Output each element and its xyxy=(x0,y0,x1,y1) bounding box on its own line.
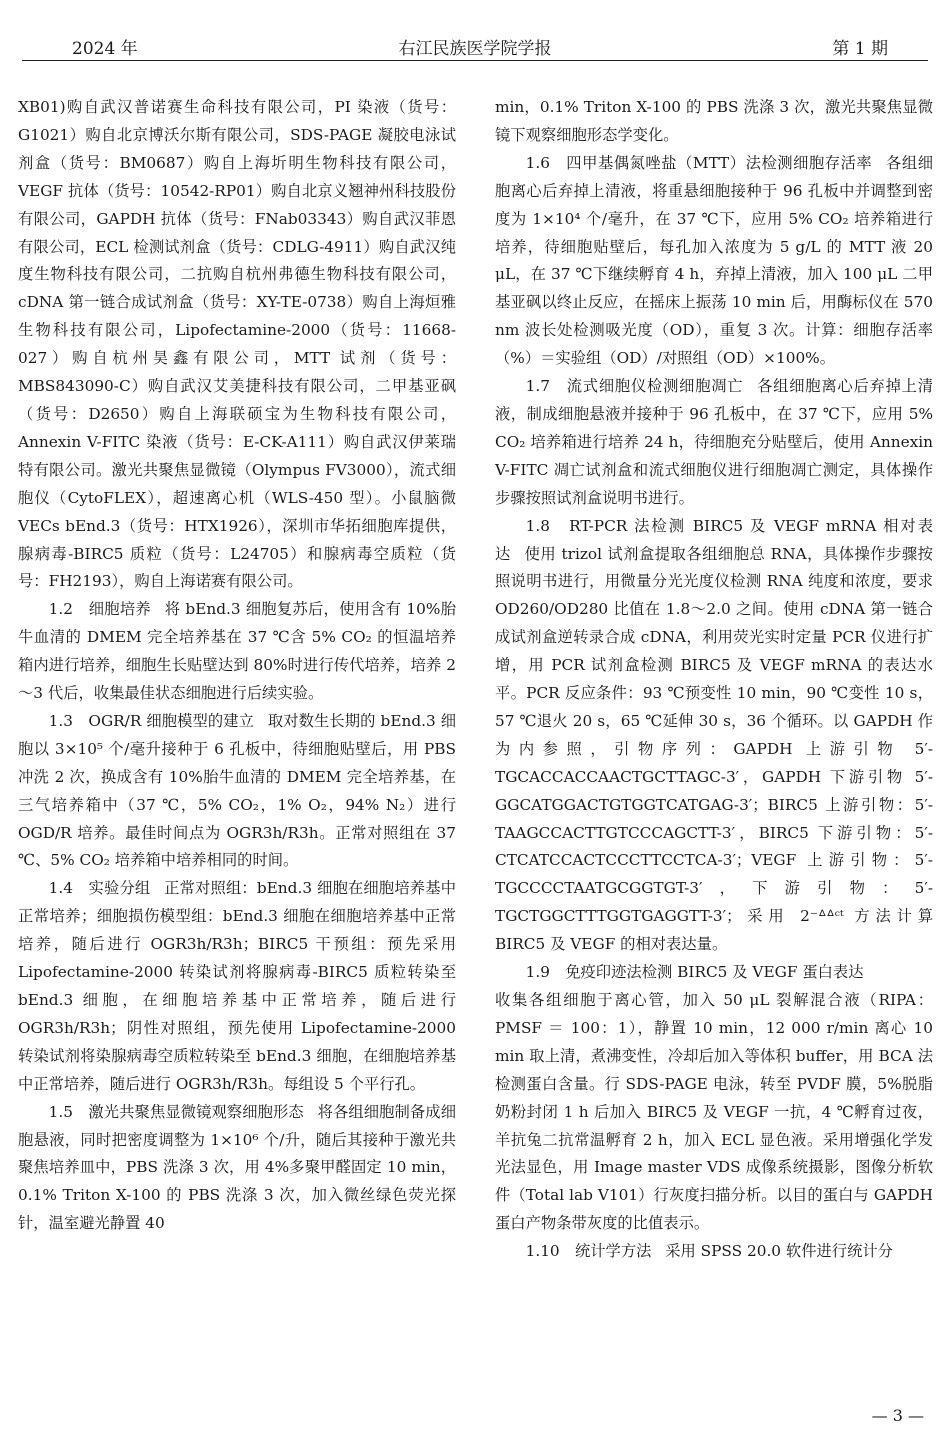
section-body: 各组细胞离心后弃掉上清液，将重悬细胞接种于 96 孔板中并调整到密度为 1×10⁴ 个/毫升，在 37 ℃下，应用 5% CO₂ 培养箱进行培养，待细胞贴壁后，每孔加入浓度为 5 g/L 的 MTT 液 20 μL，在 37 ℃下继续孵育 4 h，弃掉上清液，加入 100 μL 二甲基亚砜以终止反应，在摇床上振荡 10 min 后，用酶标仪在 570 nm 波长处检测吸光度（OD），重复 3 次。计算：细胞存活率（%）＝实验组（OD）/对照组（OD）×100%。 xyxy=(495,153,933,368)
running-header xyxy=(22,26,928,61)
section-body: 将 bEnd.3 细胞复苏后，使用含有 10%胎牛血清的 DMEM 完全培养基在 37 ℃含 5% CO₂ 的恒温培养箱内进行培养，细胞生长贴壁达到 80%时进行传代培养，培养 2～3 代后，收集最佳状态细胞进行后续实验。 xyxy=(18,600,456,703)
section-body: 正常对照组：bEnd.3 细胞在细胞培养基中正常培养；细胞损伤模型组：bEnd.3 细胞在细胞培养基中正常培养，随后进行 OGR3h/R3h；BIRC5 干预组：预先采用 Lipofectamine-2000 转染试剂将腺病毒-BIRC5 质粒转染至 bEnd.3 细胞，在细胞培养基中正常培养，随后进行 OGR3h/R3h；阴性对照组，预先使用 Lipofectamine-2000 转染试剂将染腺病毒空质粒转染至 bEnd.3 细胞，在细胞培养基中正常培养，随后进行 OGR3h/R3h。每组设 5 个平行孔。 xyxy=(18,879,457,1093)
right-column xyxy=(495,94,933,1266)
section-1-7 xyxy=(495,373,933,513)
section-heading: 1.6 四甲基偶氮唑盐（MTT）法检测细胞存活率 xyxy=(525,153,873,172)
section-heading: 1.5 激光共聚焦显微镜观察细胞形态 xyxy=(48,1102,304,1121)
section-heading: 1.7 流式细胞仪检测细胞凋亡 xyxy=(525,377,744,396)
header-issue: 第 1 期 xyxy=(832,39,888,59)
section-1-10 xyxy=(495,1238,933,1266)
section-body: 使用 trizol 试剂盒提取各组细胞总 RNA，具体操作步骤按照说明书进行，用微量分光光度仪检测 RNA 纯度和浓度，要求 OD260/OD280 比值在 1.8～2.0 之间。使用 cDNA 第一链合成试剂盒逆转录合成 cDNA，利用荧光实时定量 PCR 仪进行扩增，用 PCR 试剂盒检测 BIRC5 及 VEGF mRNA 的表达水平。PCR 反应条件：93 ℃预变性 10 min，90 ℃变性 10 s，57 ℃退火 20 s，65 ℃延伸 30 s，36 个循环。以 GAPDH 作为内参照，引物序列：GAPDH 上游引物 5′-TGCACCACCAACTGCTTAGC-3′，GAPDH 下游引物 5′-GGCATGGACTGTGGTCATGAG-3′；BIRC5 上游引物：5′-TAAGCCACTTGTCCCAGCTT-3′，BIRC5 下游引物：5′-CTCATCCACTCCCTTCCTCA-3′；VEGF 上游引物：5′-TGCCCCTAATGCGGTGT-3′，下游引物：5′-TGCTGGCTTTGGTGAGGTT-3′；采用 2⁻ᐞᐞᶜᵗ 方法计算 BIRC5 及 VEGF 的相对表达量。 xyxy=(495,544,933,954)
section-body: 取对数生长期的 bEnd.3 细胞以 3×10⁵ 个/毫升接种于 6 孔板中，待细胞贴壁后，用 PBS 冲洗 2 次，换成含有 10%胎牛血清的 DMEM 完全培养基，在三气培养箱中（37 ℃，5% CO₂，1% O₂，94% N₂）进行 OGD/R 培养。最佳时间点为 OGR3h/R3h。正常对照组在 37 ℃、5% CO₂ 培养箱中培养相同的时间。 xyxy=(18,711,456,870)
materials-paragraph: XB01)购自武汉普诺赛生命科技有限公司，PI 染液（货号：G1021）购自北京博沃尔斯有限公司，SDS-PAGE 凝胶电泳试剂盒（货号：BM0687）购自上海圻明生物科技有限公司，VEGF 抗体（货号：10542-RP01）购自北京义翘神州科技股份有限公司，GAPDH 抗体（货号：FNab03343）购自武汉菲恩有限公司，ECL 检测试剂盒（货号：CDLG-4911）购自武汉纯度生物科技有限公司，二抗购自杭州弗德生物科技有限公司，cDNA 第一链合成试剂盒（货号：XY-TE-0738）购自上海烜雅生物科技有限公司，Lipofectamine-2000（货号：11668-027）购自杭州昊鑫有限公司，MTT 试剂（货号：MBS843090-C）购自武汉艾美捷科技有限公司，二甲基亚砜（货号：D2650）购自上海联硕宝为生物科技有限公司，Annexin V-FITC 染液（货号：E-CK-A111）购自武汉伊莱瑞特有限公司。激光共聚焦显微镜（Olympus FV3000），流式细胞仪（CytoFLEX），超速离心机（WLS-450 型）。小鼠脑微 VECs bEnd.3（货号：HTX1926），深圳市华拓细胞库提供，腺病毒-BIRC5 质粒（货号：L24705）和腺病毒空质粒（货号：FH2193），购自上海诺赛有限公司。 xyxy=(18,98,456,591)
section-body: 将各组细胞制备成细胞悬液，同时把密度调整为 1×10⁶ 个/升，随后其接种于激光共聚焦培养皿中，PBS 洗涤 3 次，用 4%多聚甲醛固定 10 min，0.1% Triton X-100 的 PBS 洗涤 3 次，加入微丝绿色荧光探针，温室避光静置 40 xyxy=(18,1102,456,1233)
section-heading: 1.8 RT-PCR 法检测 BIRC5 及 VEGF mRNA 相对表达 xyxy=(495,516,933,563)
section-heading: 1.9 免疫印迹法检测 BIRC5 及 VEGF 蛋白表达 xyxy=(525,963,864,982)
page-number: — 3 — xyxy=(871,1406,924,1425)
section-1-2 xyxy=(18,596,456,708)
section-heading: 1.10 统计学方法 xyxy=(525,1242,652,1261)
header-journal-title: 右江民族医学院学报 xyxy=(398,39,552,59)
section-1-5 xyxy=(18,1099,456,1239)
section-1-4 xyxy=(18,875,456,1098)
section-1-8 xyxy=(495,513,933,960)
left-column xyxy=(18,94,456,1238)
section-heading: 1.3 OGR/R 细胞模型的建立 xyxy=(48,711,255,730)
section-body: 各组细胞离心后弃掉上清液，制成细胞悬液并接种于 96 孔板中，在 37 ℃下，应用 5% CO₂ 培养箱进行培养 24 h，待细胞充分贴壁后，使用 Annexin V-FITC 凋亡试剂盒和流式细胞仪进行细胞凋亡测定，具体操作步骤按照试剂盒说明书进行。 xyxy=(495,377,933,507)
section-1-9 xyxy=(495,959,933,987)
section-1-5-continued: min，0.1% Triton X-100 的 PBS 洗涤 3 次，激光共聚焦显微镜下观察细胞形态学变化。 xyxy=(495,98,933,144)
section-heading: 1.2 细胞培养 xyxy=(48,600,151,619)
section-body: 采用 SPSS 20.0 软件进行统计分 xyxy=(665,1242,893,1261)
section-heading: 1.4 实验分组 xyxy=(48,879,151,898)
section-1-3 xyxy=(18,708,456,875)
section-1-9-body: 收集各组细胞于离心管，加入 50 μL 裂解混合液（RIPA：PMSF ＝ 100：1），静置 10 min，12 000 r/min 离心 10 min 取上清，煮沸变性，冷却后加入等体积 buffer，用 BCA 法检测蛋白含量。行 SDS-PAGE 电泳，转至 PVDF 膜，5%脱脂奶粉封闭 1 h 后加入 BIRC5 及 VEGF 一抗，4 ℃孵育过夜，羊抗兔二抗常温孵育 2 h，加入 ECL 显色液。采用增强化学发光法显色，用 Image master VDS 成像系统摄影，图像分析软件（Total lab V101）行灰度扫描分析。以目的蛋白与 GAPDH 蛋白产物条带灰度的比值表示。 xyxy=(495,991,933,1233)
header-year: 2024 年 xyxy=(72,39,138,59)
section-1-6 xyxy=(495,150,933,373)
